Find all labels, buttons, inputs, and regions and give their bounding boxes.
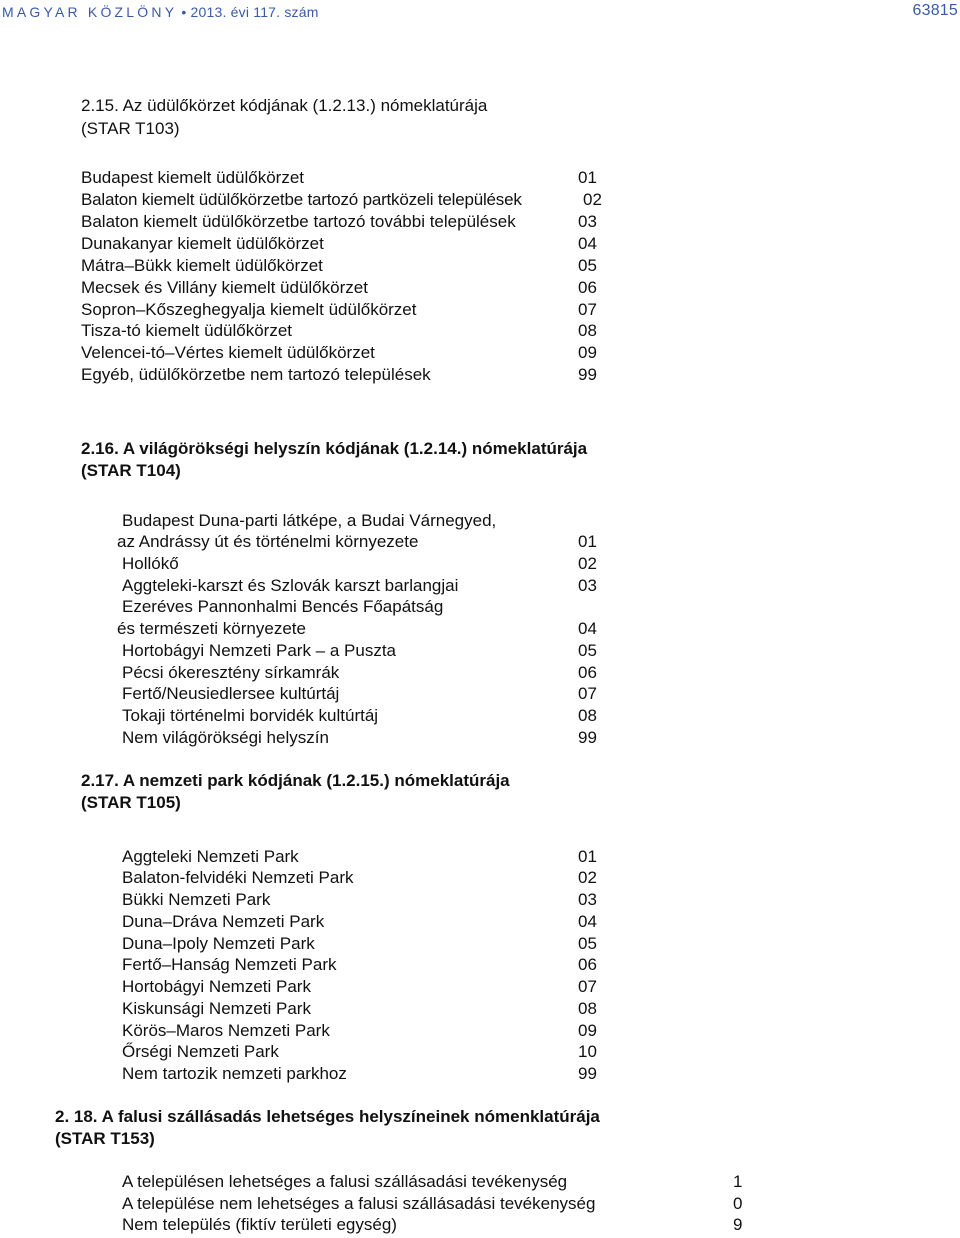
- list-item-label: Aggteleki Nemzeti Park: [122, 847, 299, 866]
- list-item-code: 06: [578, 663, 597, 682]
- list-item-label: és természeti környezete: [117, 619, 306, 638]
- list-item-label: Hortobágyi Nemzeti Park: [122, 977, 311, 996]
- list-item-label: Tokaji történelmi borvidék kultúrtáj: [122, 706, 379, 725]
- list-item-label: Nem tartozik nemzeti parkhoz: [122, 1064, 347, 1083]
- list-item-code: 01: [578, 168, 597, 187]
- list-item-code: 03: [578, 212, 597, 231]
- list-item-code: 06: [578, 278, 597, 297]
- list-item-label: Duna–Ipoly Nemzeti Park: [122, 934, 315, 953]
- list-item-label: Balaton kiemelt üdülőkörzetbe tartozó partközeli települések: [81, 190, 522, 209]
- list-item-label: Ezeréves Pannonhalmi Bencés Főapátság: [122, 597, 444, 616]
- list-item-label: Duna–Dráva Nemzeti Park: [122, 912, 325, 931]
- list-item-code: 99: [578, 728, 597, 747]
- list-item-label: Tisza-tó kiemelt üdülőkörzet: [81, 321, 293, 340]
- list-item-code: 09: [578, 343, 597, 362]
- page-number: 63815: [912, 2, 958, 19]
- list-item-label: Őrségi Nemzeti Park: [122, 1042, 279, 1061]
- list-item-code: 08: [578, 706, 597, 725]
- section-title: 2.16. A világörökségi helyszín kódjának (1.2.14.) nómeklatúrája: [81, 439, 588, 458]
- list-item-label: Körös–Maros Nemzeti Park: [122, 1021, 330, 1040]
- list-item-label: Nem település (fiktív területi egység): [122, 1215, 397, 1234]
- list-item-code: 06: [578, 955, 597, 974]
- section-subtitle: (STAR T105): [81, 793, 181, 812]
- list-item-code: 04: [578, 912, 597, 931]
- list-item-label: Fertő/Neusiedlersee kultúrtáj: [122, 684, 340, 703]
- list-item-code: 99: [578, 1064, 597, 1083]
- section-title: 2.17. A nemzeti park kódjának (1.2.15.) nómeklatúrája: [81, 771, 510, 790]
- list-item-code: 07: [578, 684, 597, 703]
- list-item-label: Velencei-tó–Vértes kiemelt üdülőkörzet: [81, 343, 375, 362]
- list-item-label: Dunakanyar kiemelt üdülőkörzet: [81, 234, 324, 253]
- list-item-code: 05: [578, 641, 597, 660]
- list-item-code: 07: [578, 977, 597, 996]
- list-item-code: 01: [578, 532, 597, 551]
- list-item-label: Budapest Duna-parti látképe, a Budai Várnegyed,: [122, 511, 497, 530]
- list-item-label: Fertő–Hanság Nemzeti Park: [122, 955, 337, 974]
- list-item-label: Nem világörökségi helyszín: [122, 728, 329, 747]
- running-header: [2, 4, 319, 20]
- list-item-code: 99: [578, 365, 597, 384]
- list-item-label: Hortobágyi Nemzeti Park – a Puszta: [122, 641, 397, 660]
- list-item-code: 09: [578, 1021, 597, 1040]
- header-bullet: •: [181, 4, 187, 20]
- list-item-code: 05: [578, 256, 597, 275]
- list-item-code: 10: [578, 1042, 597, 1061]
- list-item-code: 04: [578, 234, 597, 253]
- list-item-label: Budapest kiemelt üdülőkörzet: [81, 168, 305, 187]
- list-item-label: A települése nem lehetséges a falusi szállásadási tevékenység: [122, 1194, 596, 1213]
- list-item-label: A településen lehetséges a falusi szállásadási tevékenység: [122, 1172, 568, 1191]
- list-item-code: 02: [578, 554, 597, 573]
- list-item-code: 08: [578, 999, 597, 1018]
- list-item-code: 05: [578, 934, 597, 953]
- list-item-label: Balaton-felvidéki Nemzeti Park: [122, 868, 354, 887]
- list-item-label: Sopron–Kőszeghegyalja kiemelt üdülőkörzet: [81, 300, 417, 319]
- list-item-code: 07: [578, 300, 597, 319]
- issue-number: 2013. évi 117. szám: [190, 4, 319, 20]
- list-item-code: 01: [578, 847, 597, 866]
- list-item-label: Mátra–Bükk kiemelt üdülőkörzet: [81, 256, 323, 275]
- list-item-code: 08: [578, 321, 597, 340]
- list-item-code: 04: [578, 619, 597, 638]
- list-item-code: 02: [583, 190, 602, 209]
- list-item-code: 02: [578, 868, 597, 887]
- section-title: 2. 18. A falusi szállásadás lehetséges helyszíneinek nómenklatúrája: [55, 1107, 600, 1126]
- section-subtitle: (STAR T104): [81, 461, 181, 480]
- journal-name: MAGYAR KÖZLÖNY: [2, 4, 178, 20]
- list-item-label: Balaton kiemelt üdülőkörzetbe tartozó további települések: [81, 212, 516, 231]
- list-item-code: 03: [578, 576, 597, 595]
- list-item-label: Kiskunsági Nemzeti Park: [122, 999, 311, 1018]
- list-item-code: 0: [733, 1194, 743, 1213]
- list-item-label: Bükki Nemzeti Park: [122, 890, 271, 909]
- list-item-code: 9: [733, 1215, 743, 1234]
- section-title: 2.15. Az üdülőkörzet kódjának (1.2.13.) nómeklatúrája: [81, 96, 488, 115]
- list-item-label: Mecsek és Villány kiemelt üdülőkörzet: [81, 278, 368, 297]
- list-item-code: 1: [733, 1172, 743, 1191]
- list-item-label: az Andrássy út és történelmi környezete: [117, 532, 419, 551]
- section-subtitle: (STAR T153): [55, 1129, 155, 1148]
- list-item-label: Aggteleki-karszt és Szlovák karszt barlangjai: [122, 576, 459, 595]
- list-item-label: Pécsi ókeresztény sírkamrák: [122, 663, 340, 682]
- list-item-label: Hollókő: [122, 554, 179, 573]
- list-item-label: Egyéb, üdülőkörzetbe nem tartozó települések: [81, 365, 431, 384]
- list-item-code: 03: [578, 890, 597, 909]
- section-subtitle: (STAR T103): [81, 119, 180, 138]
